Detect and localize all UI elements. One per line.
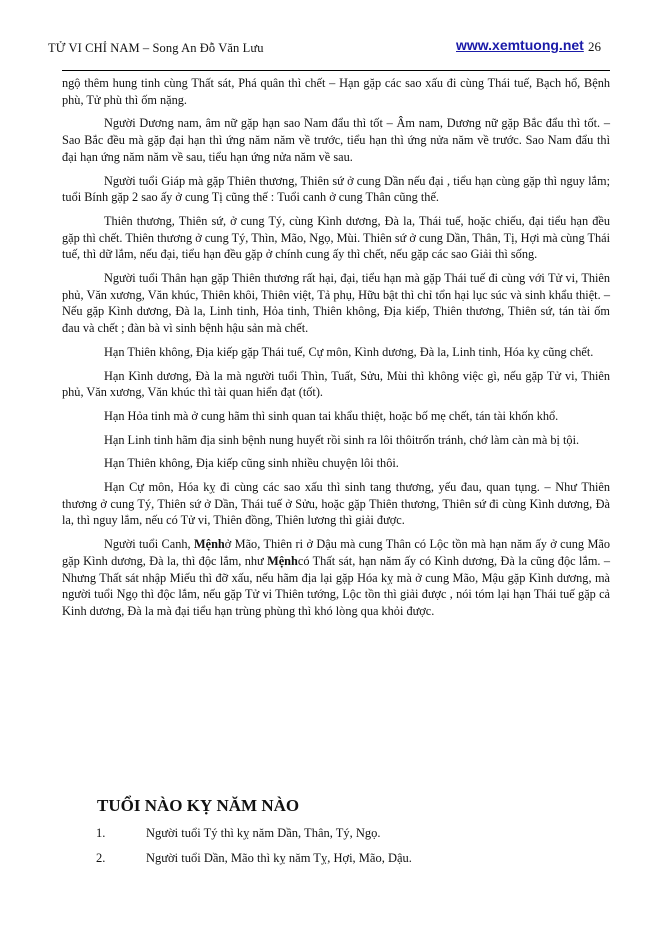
paragraph-last (62, 536, 610, 620)
body-text (62, 75, 610, 627)
website-link[interactable]: www.xemtuong.net (456, 37, 584, 53)
list-number: 2. (96, 851, 106, 865)
text-run: có Thất sát, hạn năm ấy có Kình dương, Đà la cũng độc lắm. – Nhưng Thất sát nhập Miếu thì đỡ xấu, nếu hãm địa lại gặp Hóa kỵ mà ở cung Mão, Mậu gặp Kình dương, mà người tuổi Ngọ thì độc lắm, nếu gặp Tử vi Thiên tướng, Lộc tồn thì giải được , nói tóm lại hạn Thái tuế gặp cả Kinh dương, Đà la mà đại tiểu hạn trùng phùng thì khó lòng qua khỏi được. (62, 553, 611, 618)
paragraph: ngộ thêm hung tinh cùng Thất sát, Phá quân thì chết – Hạn gặp các sao xấu đi cùng Thái tuế, Bạch hổ, Bệnh phù, Tử phù thì ốm nặng. (62, 76, 610, 107)
paragraph: Người tuổi Thân hạn gặp Thiên thương rất hại, đại, tiểu hạn mà gặp Thái tuế đi cùng với Tử vi, Thiên phủ, Văn xương, Văn khúc, Thiên khôi, Thiên việt, Tả phụ, Hữu bật thì chỉ tổn hại lục súc và sinh khẩu thiệt. – Nếu gặp Kình dương, Đà la, Linh tinh, Hỏa tinh, Thiên không, Địa kiếp, Thiên thương, Thiên sứ, tán tài ốm đau và chết ; đàn bà vì sinh bệnh hậu sản mà chết. (62, 271, 610, 336)
paragraph: Hạn Cự môn, Hóa kỵ đi cùng các sao xấu thì sinh tang thương, yếu đau, quan tụng. – Như Thiên thương ở cung Tý, Thiên sứ ở Dần, Thái tuế ở Sửu, hoặc gặp Thiên thương, Thiên sứ đi cùng Kình dương, Đà la, thì nguy lắm, nếu có Tử vi, Thiên đồng, Thiên lương thì giải được. (62, 480, 610, 528)
paragraph: Hạn Hỏa tinh mà ở cung hãm thì sinh quan tai khẩu thiệt, hoặc bố mẹ chết, tán tài khốn khổ. (104, 408, 559, 423)
paragraph: Thiên thương, Thiên sứ, ở cung Tý, cùng Kình dương, Đà la, Thái tuế, hoặc chiếu, đại tiểu hạn đều gặp thì chết. Thiên thương ở cung Tý, Thìn, Mão, Ngọ, Mùi. Thiên sứ ở cung Dần, Thân, Tị, Hợi mà cùng Thái tuế, thì dữ lắm, nếu đại, tiểu hạn đều gặp ở chính cung ấy thì chết, nếu gặp các sao Giải thì sống. (62, 213, 610, 262)
paragraph: Người tuổi Giáp mà gặp Thiên thương, Thiên sứ ở cung Dần nếu đại , tiểu hạn cùng gặp thì nguy lắm; tuổi Bính gặp 2 sao ấy ở cung Tị cũng thế : Tuổi canh ở cung Thân cũng thế. (62, 173, 610, 205)
list-number: 1. (96, 826, 106, 840)
page-header (48, 35, 611, 59)
paragraph: Hạn Thiên không, Địa kiếp gặp Thái tuế, Cự môn, Kình dương, Đà la, Linh tinh, Hóa kỵ cũng chết. (104, 344, 594, 359)
bold-term: Mệnh (194, 537, 225, 552)
text-run: ở Mão, Thiên ri ở Dậu mà cung Thân có Lộc tồn mà hạn năm ấy ở cung Mão gặp Kình dương, Đà la, thì độc lắm, như (62, 537, 611, 568)
list-text: Người tuổi Dần, Mão thì kỵ năm Tỵ, Hợi, Mão, Dậu. (146, 851, 412, 865)
paragraph: Hạn Linh tinh hãm địa sinh bệnh nung huyết rồi sinh ra lôi thôitrốn tránh, chớ làm càn mà bị tội. (104, 432, 580, 447)
section-heading: TUỔI NÀO KỴ NĂM NÀO (97, 796, 300, 815)
page-number: 26 (588, 39, 601, 54)
bold-term: Mệnh (267, 553, 298, 568)
header-divider (62, 70, 610, 71)
paragraph: Hạn Thiên không, Địa kiếp cũng sinh nhiều chuyện lôi thôi. (104, 456, 399, 471)
paragraph: Hạn Kình dương, Đà la mà người tuổi Thìn, Tuất, Sửu, Mùi thì không việc gì, nếu gặp Tử vi, Thiên phủ, Văn xương, Văn khúc thì tài quan hiển đạt (tốt). (62, 368, 610, 400)
paragraph: Người Dương nam, âm nữ gặp hạn sao Nam đẩu thì tốt – Âm nam, Dương nữ gặp Bắc đẩu thì tốt. – Sao Bắc đều mà gặp đại hạn thì ứng năm năm về trước, tiểu hạn thì ứng nửa năm về trước. Sao Nam đẩu thì đại hạn ứng năm năm về sau, tiểu hạn ứng nửa năm về sau. (62, 116, 610, 164)
header-title: TỬ VI CHỈ NAM – Song An Đỗ Văn Lưu (48, 41, 264, 55)
text-run: Người tuổi Canh, (104, 537, 194, 552)
list-text: Người tuổi Tý thì kỵ năm Dần, Thân, Tý, Ngọ. (146, 826, 381, 840)
